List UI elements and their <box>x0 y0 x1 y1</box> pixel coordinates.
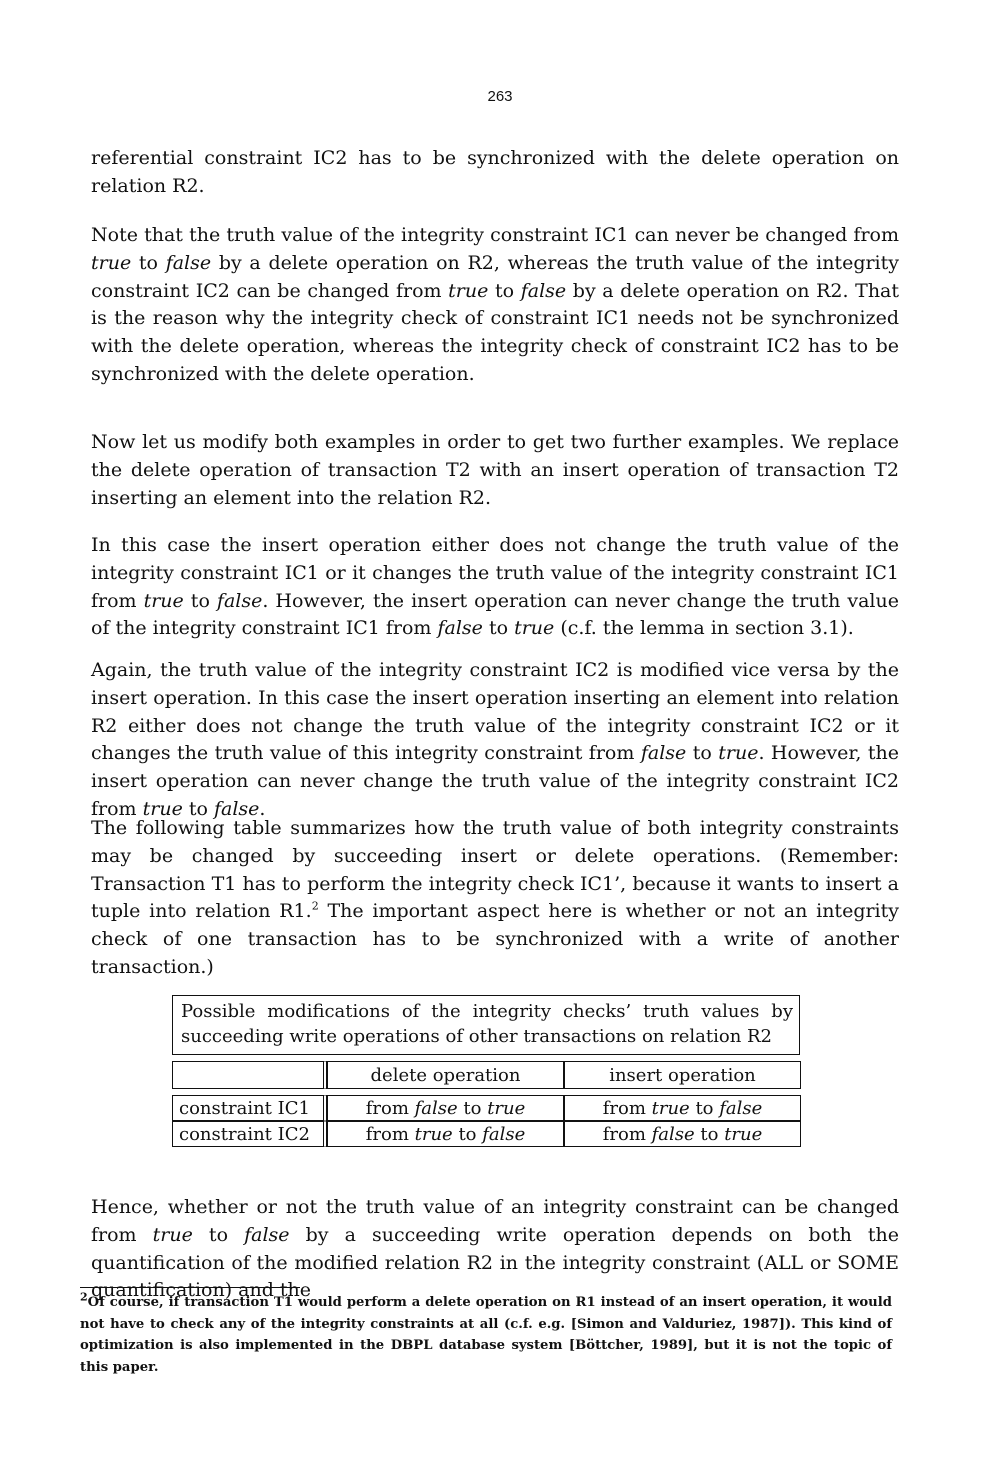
p4-italic-true: true <box>143 589 184 612</box>
cell-ic2-delete: from true to false <box>327 1121 564 1147</box>
p7-text-b: to <box>192 1223 245 1246</box>
table-corner-cell <box>172 1061 327 1089</box>
column-header-delete: delete operation <box>327 1061 564 1089</box>
p2-text-a: Note that the truth value of the integrity constraint IC1 can never be changed from <box>91 224 899 246</box>
p5-italic-false: false <box>640 742 687 765</box>
paragraph-1-text: referential constraint IC2 has to be synchronized with the delete operation on relation R2. <box>91 147 899 197</box>
p5-italic-true: true <box>718 742 759 765</box>
p2-italic-false: false <box>165 251 212 274</box>
p2-text-e: by a delete operation on R2. That is the reason why the integrity check of constraint IC1 needs not be synchronized with the delete operation, whereas the integrity check of constraint IC2 has to be synchronized with the delete operation. <box>91 279 900 385</box>
table-caption: Possible modifications of the integrity checks’ truth values by succeeding write operations of other transactions on relation R2 <box>172 995 800 1055</box>
footnote-reference[interactable]: 2 <box>311 900 319 914</box>
p2-italic-true-2: true <box>448 279 489 302</box>
p4-italic-true-2: true <box>514 617 555 640</box>
paragraph-4 <box>91 532 899 643</box>
p6-text-a: The following table summarizes how the truth value of both integrity constraints may be changed by succeeding insert or delete operations. (Remember: Transaction T1 has to perform the integrity check IC1’, because it wants to insert a tuple into relation R1. <box>91 817 899 923</box>
paragraph-3-text: Now let us modify both examples in order to get two further examples. We replace the delete operation of transaction T2 with an insert operation of transaction T2 inserting an element into the relation R2. <box>91 431 899 509</box>
paragraph-5 <box>91 657 899 824</box>
paragraph-1 <box>91 145 899 201</box>
p5-text-c: . However, the insert operation can never change the truth value of the integrity constraint IC2 from <box>91 742 900 820</box>
p5-italic-false-2: false <box>213 797 260 820</box>
p5-italic-true-2: true <box>142 797 183 820</box>
p2-italic-false-2: false <box>520 279 567 302</box>
table-header-row <box>172 1061 801 1089</box>
p7-text-a: Hence, whether or not the truth value of an integrity constraint can be changed from <box>91 1196 899 1246</box>
p7-text-c: by a succeeding write operation depends on both the quantification of the modified relation R2 in the integrity constraint (ALL or SOME quantification) and the <box>91 1223 899 1302</box>
cell-ic1-delete: from false to true <box>327 1095 564 1121</box>
cell-ic2-insert: from false to true <box>564 1121 801 1147</box>
p4-text-c: . However, the insert operation can never change the truth value of the integrity constraint IC1 from <box>91 589 899 640</box>
p4-italic-false-2: false <box>437 617 483 640</box>
p6-text-b: The important aspect here is whether or not an integrity check of one transaction has to be synchronized with a write of another transaction.) <box>91 900 900 978</box>
p4-text-e: (c.f. the lemma in section 3.1). <box>554 617 854 640</box>
p4-text-a: In this case the insert operation either does not change the truth value of the integrity constraint IC1 or it changes the truth value of the integrity constraint IC1 from <box>91 534 899 612</box>
footnote-divider <box>80 1287 300 1288</box>
p2-text-b: to <box>131 251 166 274</box>
cell-ic1-insert: from true to false <box>564 1095 801 1121</box>
p2-italic-true: true <box>91 251 132 274</box>
p5-text-a: Again, the truth value of the integrity constraint IC2 is modified vice versa by the insert operation. In this case the insert operation inserting an element into relation R2 either does not change the truth value of the integrity constraint IC2 or it changes the truth value of this integrity constraint from <box>91 659 899 765</box>
p2-text-d: to <box>488 279 521 302</box>
p5-text-e: . <box>259 797 266 820</box>
row-label-ic1: constraint IC1 <box>172 1095 327 1121</box>
p5-text-b: to <box>686 742 719 765</box>
paragraph-3 <box>91 429 899 512</box>
footnote <box>80 1292 892 1378</box>
footnote-marker: 2 <box>80 1290 88 1304</box>
p7-italic-false: false <box>244 1223 290 1246</box>
p2-text-c: by a delete operation on R2, whereas the truth value of the integrity constraint IC2 can be changed from <box>91 251 900 302</box>
summary-table <box>172 1061 801 1147</box>
p4-text-b: to <box>183 589 217 612</box>
p7-italic-true: true <box>152 1223 193 1246</box>
p4-text-d: to <box>482 617 515 640</box>
paragraph-7 <box>91 1194 899 1305</box>
table-row <box>172 1121 801 1147</box>
column-header-insert: insert operation <box>564 1061 801 1089</box>
page-number: 263 <box>487 88 513 105</box>
footnote-text: Of course, if transaction T1 would perform a delete operation on R1 instead of an insert operation, it would not have to check any of the integrity constraints at all (c.f. e.g. [Simon and Valduriez, 1987]). This kind of optimization is also implemented in the DBPL database system [Böttcher, 1989], but it is not the topic of this paper. <box>80 1295 892 1375</box>
paragraph-6 <box>91 815 899 982</box>
p4-italic-false: false <box>216 589 263 612</box>
p5-text-d: to <box>182 797 214 820</box>
paragraph-2 <box>91 222 899 389</box>
row-label-ic2: constraint IC2 <box>172 1121 327 1147</box>
table-row <box>172 1095 801 1121</box>
